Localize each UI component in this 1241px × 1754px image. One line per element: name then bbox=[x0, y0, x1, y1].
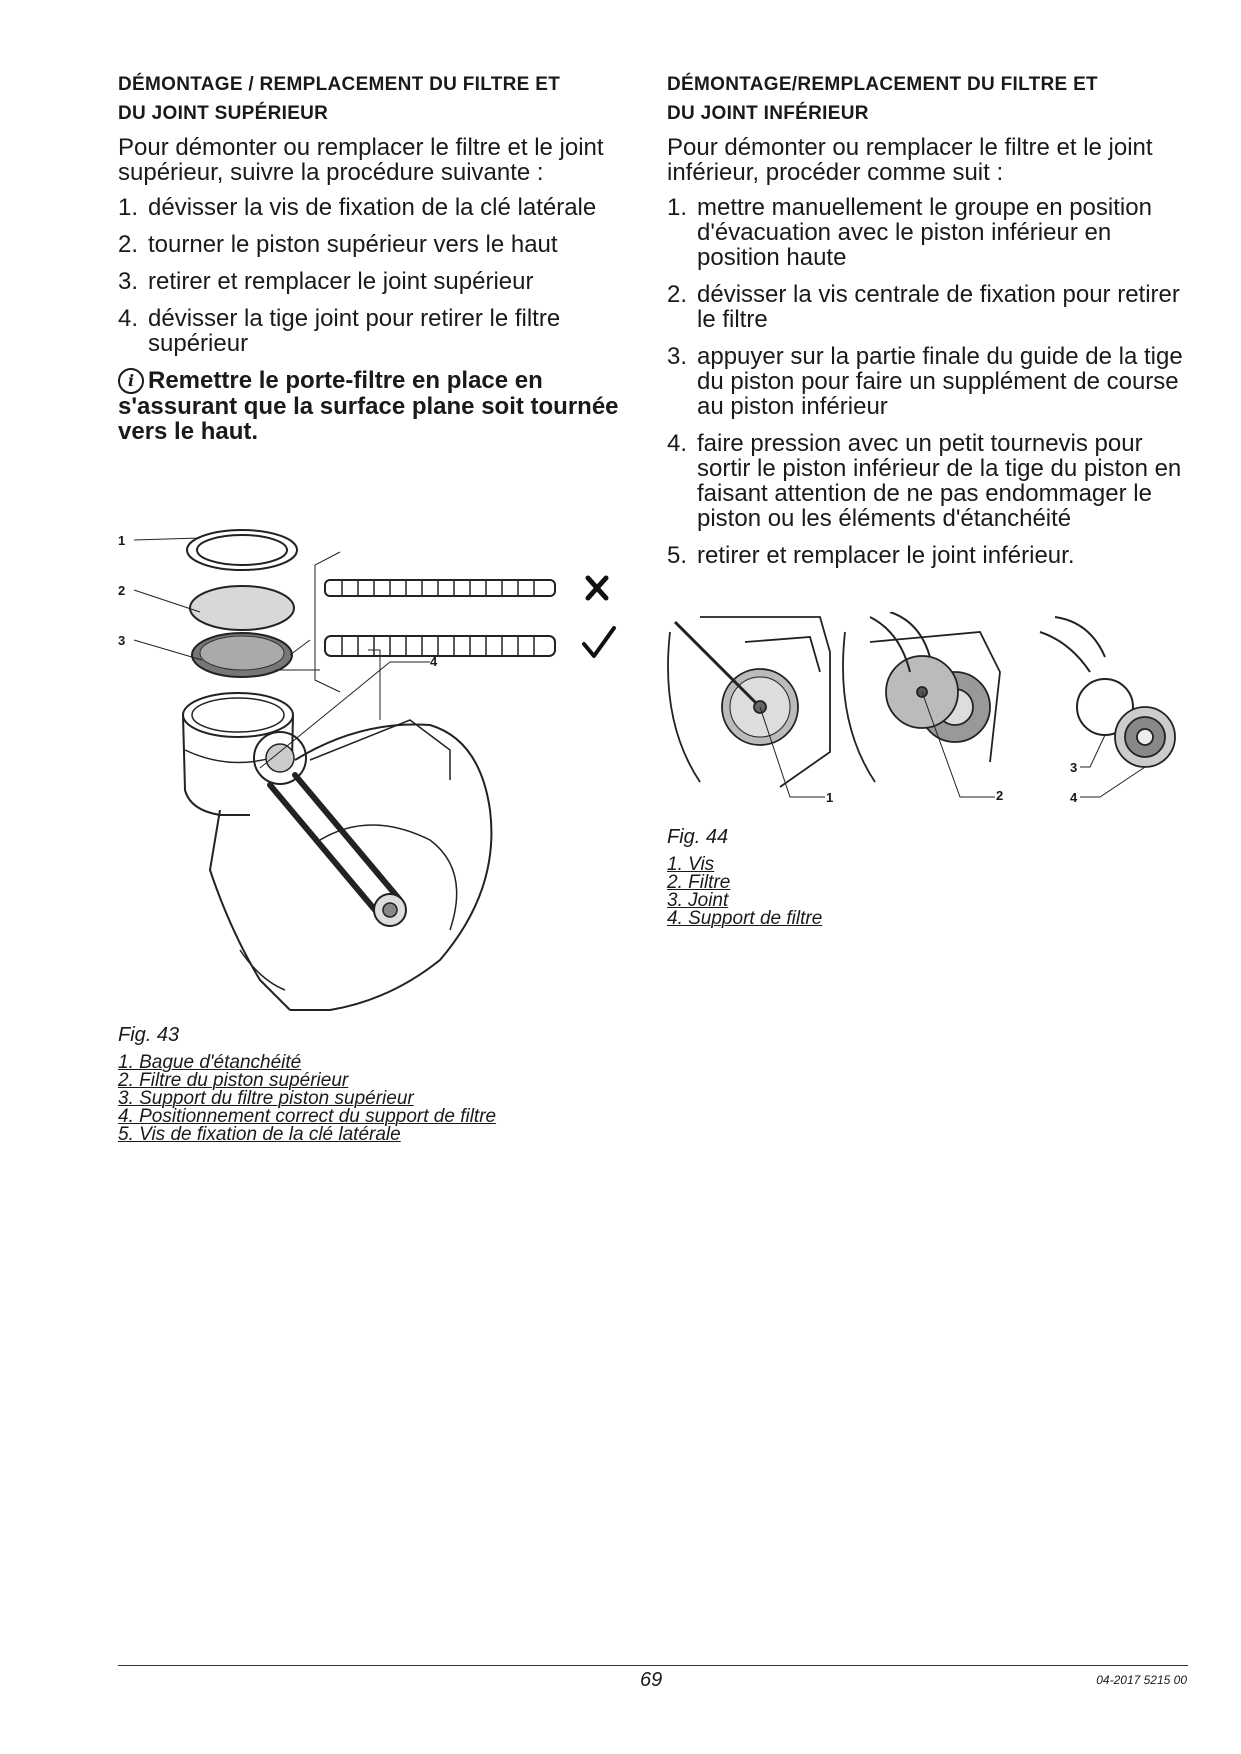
legend-item: 3. Joint bbox=[667, 890, 729, 911]
figure-44-legend bbox=[667, 856, 822, 928]
figure-44-illustration bbox=[660, 612, 1190, 812]
heading-line-2: DU JOINT SUPÉRIEUR bbox=[118, 103, 329, 124]
heading-line-1: DÉMONTAGE / REMPLACEMENT DU FILTRE ET bbox=[118, 74, 561, 95]
callout-4: 4 bbox=[1070, 790, 1078, 805]
document-reference: 04-2017 5215 00 bbox=[1096, 1673, 1187, 1687]
check-icon bbox=[584, 628, 614, 656]
info-note: i Remettre le porte-filtre en place en s'assurant que la surface plane soit tournée vers le haut. bbox=[118, 367, 619, 445]
list-item: 4. faire pression avec un petit tournevis pour sortir le piston inférieur de la tige du piston en faisant attention de ne pas endommager le piston ou les éléments d'étanchéité bbox=[667, 430, 1182, 532]
legend-item: 4. Support de filtre bbox=[667, 908, 823, 929]
list-item: 2. tourner le piston supérieur vers le haut bbox=[118, 231, 558, 258]
intro-paragraph: Pour démonter ou remplacer le filtre et le joint inférieur, procéder comme suit : bbox=[667, 134, 1153, 186]
info-icon: i bbox=[118, 368, 144, 394]
callout-1: 1 bbox=[826, 790, 834, 805]
cross-icon bbox=[588, 578, 606, 598]
figure-43-legend bbox=[118, 1054, 496, 1144]
list-item: 3. appuyer sur la partie finale du guide de la tige du piston pour faire un supplément de course au piston inférieur bbox=[667, 343, 1183, 420]
right-column bbox=[667, 70, 1187, 580]
figure-44-caption: Fig. 44 bbox=[667, 826, 729, 848]
steps-list bbox=[118, 195, 638, 356]
figure-43-illustration bbox=[110, 510, 630, 1025]
intro-paragraph: Pour démonter ou remplacer le filtre et le joint supérieur, suivre la procédure suivante : bbox=[118, 134, 604, 186]
legend-item: 2. Filtre du piston supérieur bbox=[118, 1070, 349, 1091]
section-heading-upper bbox=[118, 70, 638, 128]
steps-list bbox=[667, 195, 1187, 568]
fig44-panel-1 bbox=[668, 617, 830, 797]
list-item: 4. dévisser la tige joint pour retirer le filtre supérieur bbox=[118, 305, 561, 357]
heading-line-1: DÉMONTAGE/REMPLACEMENT DU FILTRE ET bbox=[667, 74, 1098, 95]
fig44-panel-3 bbox=[1040, 617, 1175, 797]
filter-disc bbox=[190, 586, 294, 630]
list-item: 1. mettre manuellement le groupe en position d'évacuation avec le piston inférieur en position haute bbox=[667, 194, 1152, 271]
footer-divider bbox=[118, 1665, 1188, 1666]
page-number: 69 bbox=[640, 1669, 663, 1691]
legend-item: 1. Bague d'étanchéité bbox=[118, 1052, 302, 1073]
callout-2: 2 bbox=[996, 788, 1004, 803]
legend-item: 2. Filtre bbox=[667, 872, 731, 893]
heading-line-2: DU JOINT INFÉRIEUR bbox=[667, 103, 869, 124]
left-column bbox=[118, 70, 638, 444]
legend-item: 3. Support du filtre piston supérieur bbox=[118, 1088, 414, 1109]
callout-3: 3 bbox=[1070, 760, 1078, 775]
fig44-panel-2 bbox=[843, 612, 1000, 797]
callout-1: 1 bbox=[118, 533, 126, 548]
list-item: 5. retirer et remplacer le joint inférieur. bbox=[667, 542, 1075, 569]
callout-4: 4 bbox=[430, 654, 438, 669]
callout-3: 3 bbox=[118, 633, 126, 648]
legend-item: 1. Vis bbox=[667, 854, 715, 875]
list-item: 2. dévisser la vis centrale de fixation pour retirer le filtre bbox=[667, 281, 1180, 333]
legend-item: 4. Positionnement correct du support de filtre bbox=[118, 1106, 497, 1127]
list-item: 3. retirer et remplacer le joint supérieur bbox=[118, 268, 534, 295]
callout-2: 2 bbox=[118, 583, 126, 598]
list-item: 1. dévisser la vis de fixation de la clé latérale bbox=[118, 194, 597, 221]
figure-43-caption: Fig. 43 bbox=[118, 1024, 180, 1046]
legend-item: 5. Vis de fixation de la clé latérale bbox=[118, 1124, 401, 1145]
section-heading-lower bbox=[667, 70, 1187, 128]
